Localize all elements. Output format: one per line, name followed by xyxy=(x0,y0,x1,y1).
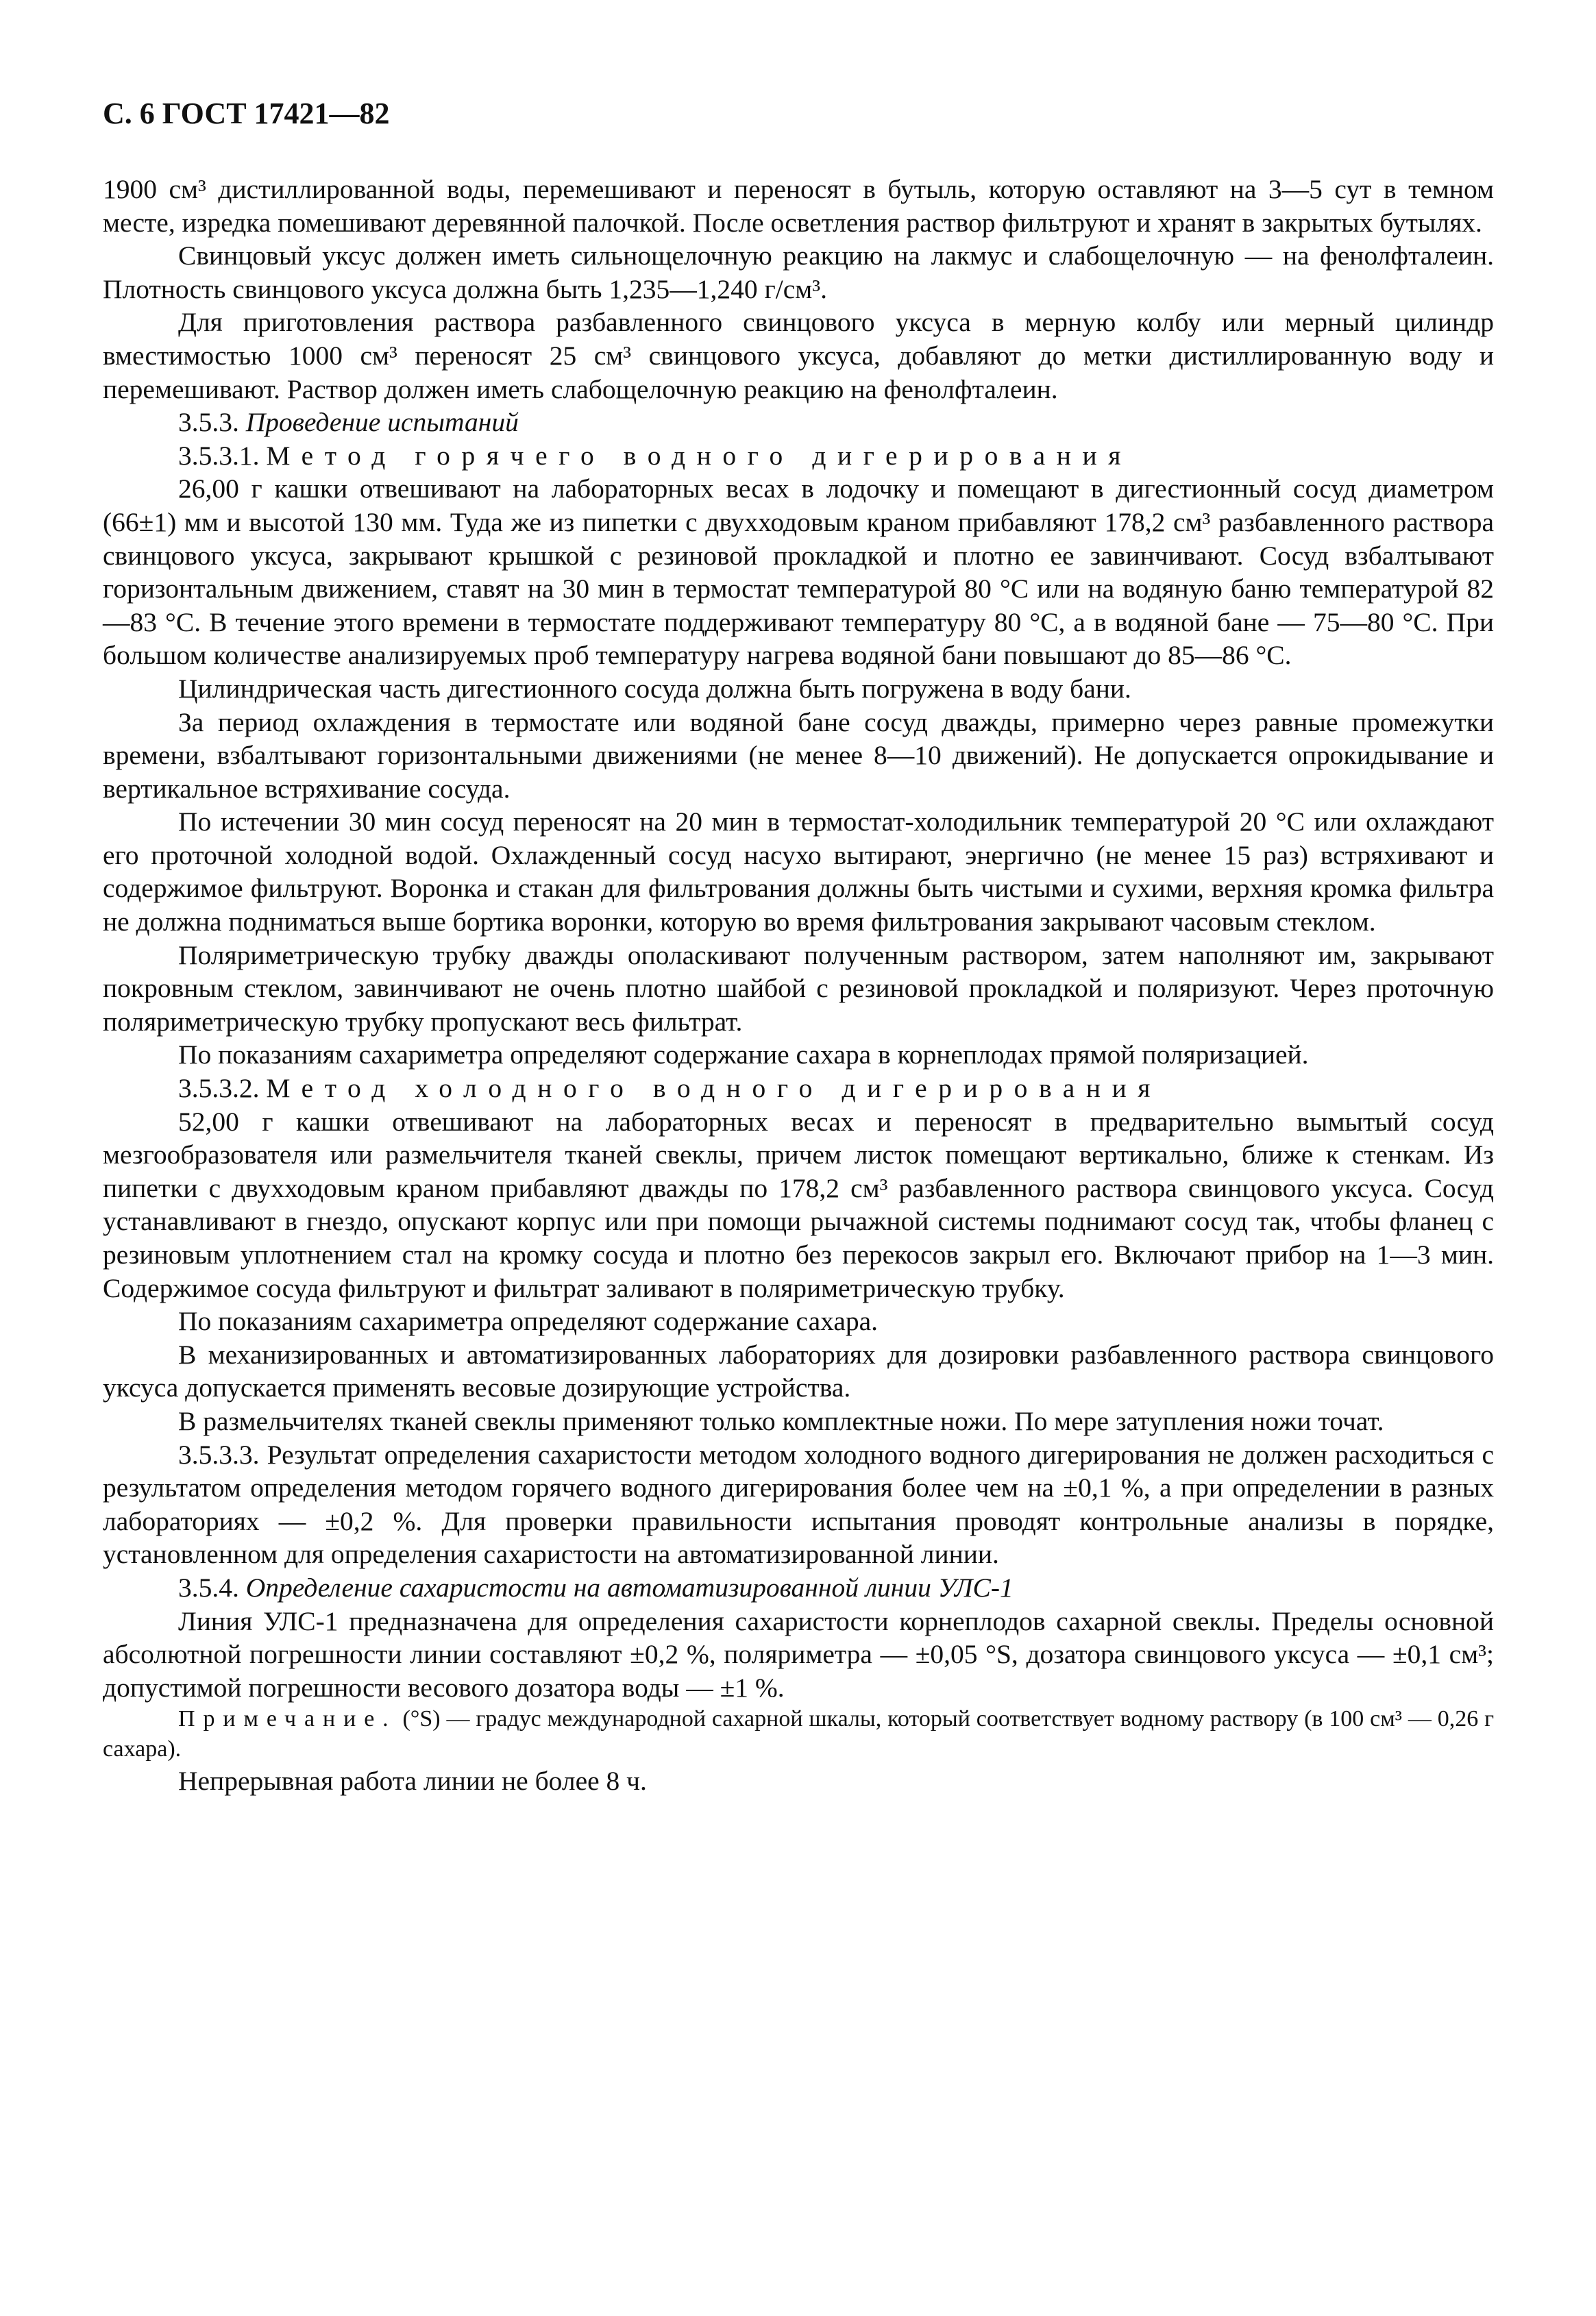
paragraph: 3.5.3.3. Результат определения сахаристости методом холодного водного дигерирования не должен расходиться с результатом определения методом горячего водного дигерирования более чем на ±0,1 %, а при определении в разных лабораториях — ±0,2 %. Для проверки правильности испытания проводят контрольные анализы в порядке, установленном для определения сахаристости на автоматизированной линии. xyxy=(103,1439,1494,1570)
paragraph: Поляриметрическую трубку дважды ополаскивают полученным раствором, затем наполняют им, закрывают покровным стеклом, завинчивают не очень плотно шайбой с резиновой прокладкой и поляризуют. Через проточную поляриметрическую трубку пропускают весь фильтрат. xyxy=(103,939,1494,1037)
note-label: Примечание. xyxy=(178,1706,397,1732)
paragraph: 52,00 г кашки отвешивают на лабораторных весах и переносят в предварительно вымытый сосуд мезгообразователя или размельчителя тканей свеклы, причем листок помещают вертикально, ближе к стенкам. Из пипетки с двухходовым краном прибавляют дважды по 178,2 см³ разбавленного раствора свинцового уксуса. Сосуд устанавливают в гнездо, опускают корпус или при помощи рычажной системы поднимают сосуд так, чтобы фланец с резиновым уплотнением стал на кромку сосуда и плотно без перекосов закрыл его. Включают прибор на 1—3 мин. Содержимое сосуда фильтруют и фильтрат заливают в поляриметрическую трубку. xyxy=(103,1106,1494,1303)
paragraph: 26,00 г кашки отвешивают на лабораторных весах в лодочку и помещают в дигестионный сосуд диаметром (66±1) мм и высотой 130 мм. Туда же из пипетки с двухходовым краном прибавляют 178,2 см³ разбавленного раствора свинцового уксуса, закрывают крышкой с резиновой прокладкой и плотно ее завинчивают. Сосуд взбалтывают горизонтальным движением, ставят на 30 мин в термостат температурой 80 °С или на водяную баню температурой 82—83 °С. В течение этого времени в термостате поддерживают температуру 80 °С, а в водяной бане — 75—80 °С. При большом количестве анализируемых проб температуру нагрева водяной бани повышают до 85—86 °С. xyxy=(103,473,1494,671)
paragraph: Свинцовый уксус должен иметь сильнощелочную реакцию на лакмус и слабощелочную — на фенолфталеин. Плотность свинцового уксуса должна быть 1,235—1,240 г/см³. xyxy=(103,241,1494,304)
section-title: Метод холодного водного дигерирования xyxy=(266,1073,1162,1104)
paragraph: По истечении 30 мин сосуд переносят на 20 мин в термостат-холодильник температурой 20 °С или охлаждают его проточной холодной водой. Охлажденный сосуд насухо вытирают, энергично (не менее 15 раз) встряхивают и содержимое фильтруют. Воронка и стакан для фильтрования должны быть чистыми и сухими, верхняя кромка фильтра не должна подниматься выше бортика воронки, которую во время фильтрования закрывают часовым стеклом. xyxy=(103,806,1494,937)
document-page xyxy=(103,96,1494,1798)
paragraph: За период охлаждения в термостате или водяной бане сосуд дважды, примерно через равные промежутки времени, взбалтывают горизонтальными движениями (не менее 8—10 движений). Не допускается опрокидывание и вертикальное встряхивание сосуда. xyxy=(103,706,1494,804)
section-number: 3.5.3.1. xyxy=(178,440,260,471)
page-header: С. 6 ГОСТ 17421—82 xyxy=(103,97,390,130)
section-heading-3-5-3 xyxy=(103,406,1494,439)
paragraph: 1900 см³ дистиллированной воды, перемешивают и переносят в бутыль, которую оставляют на 3—5 сут в темном месте, изредка помешивают деревянной палочкой. После осветления раствор фильтруют и хранят в закрытых бутылях. xyxy=(103,174,1494,238)
section-number: 3.5.4. xyxy=(178,1572,239,1603)
paragraph: Цилиндрическая часть дигестионного сосуда должна быть погружена в воду бани. xyxy=(178,673,1131,704)
paragraph: По показаниям сахариметра определяют содержание сахара. xyxy=(178,1306,879,1337)
note-text: (°S) — градус международной сахарной шкалы, который соответствует водному раствору (в 100 см³ — 0,26 г сахара). xyxy=(103,1706,1495,1762)
paragraph: В размельчителях тканей свеклы применяют только комплектные ножи. По мере затупления ножи точат. xyxy=(178,1405,1384,1436)
section-heading-3-5-3-2 xyxy=(103,1072,1494,1105)
paragraph: По показаниям сахариметра определяют содержание сахара в корнеплодах прямой поляризацией. xyxy=(178,1039,1309,1070)
section-number: 3.5.3.2. xyxy=(178,1073,260,1104)
paragraph: Линия УЛС-1 предназначена для определения сахаристости корнеплодов сахарной свеклы. Пределы основной абсолютной погрешности линии составляют ±0,2 %, поляриметра — ±0,05 °S, дозатора свинцового уксуса — ±0,1 см³; допустимой погрешности весового дозатора воды — ±1 %. xyxy=(103,1605,1494,1703)
section-title: Метод горячего водного дигерирования xyxy=(266,440,1132,471)
section-number: 3.5.3. xyxy=(178,407,239,438)
section-heading-3-5-3-1 xyxy=(103,439,1494,473)
section-heading-3-5-4 xyxy=(103,1571,1494,1605)
section-title: Определение сахаристости на автоматизированной линии УЛС-1 xyxy=(245,1572,1014,1603)
document-body xyxy=(103,173,1494,1798)
note xyxy=(103,1704,1494,1764)
section-title: Проведение испытаний xyxy=(245,407,519,438)
paragraph: Непрерывная работа линии не более 8 ч. xyxy=(178,1766,647,1797)
paragraph: В механизированных и автоматизированных лабораториях для дозировки разбавленного раствора свинцового уксуса допускается применять весовые дозирующие устройства. xyxy=(103,1339,1494,1403)
paragraph: Для приготовления раствора разбавленного свинцового уксуса в мерную колбу или мерный цилиндр вместимостью 1000 см³ переносят 25 см³ свинцового уксуса, добавляют до метки дистиллированную воду и перемешивают. Раствор должен иметь слабощелочную реакцию на фенолфталеин. xyxy=(103,307,1494,404)
